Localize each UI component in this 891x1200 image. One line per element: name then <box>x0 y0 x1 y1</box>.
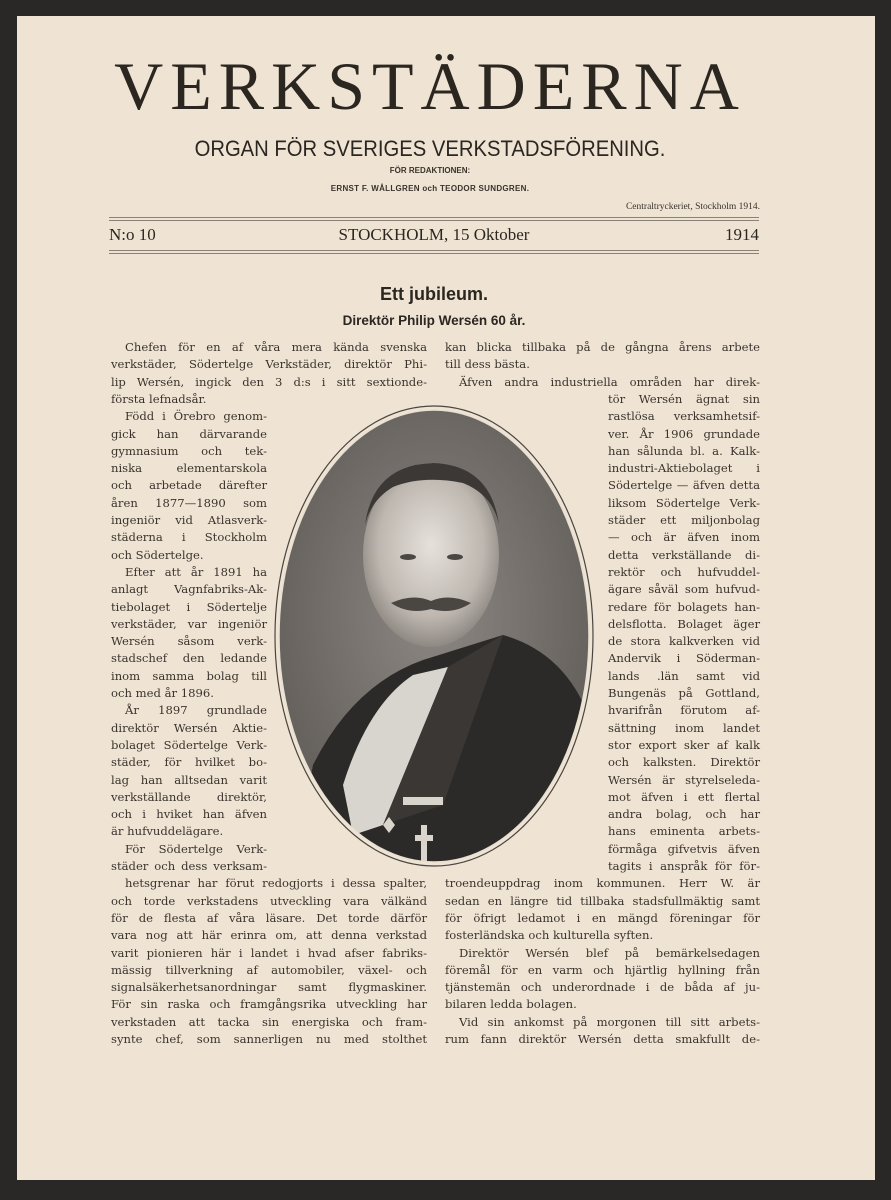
text-line: kan blicka tillbaka på de gångna årens arbete <box>445 340 760 354</box>
text-line: städerna i Stockholm <box>111 530 267 545</box>
text-line: År 1897 grundlade <box>125 703 267 718</box>
text-line: och arbetade därefter <box>111 478 267 493</box>
text-line: och kalksten. Direktör <box>608 755 760 770</box>
text-line: bilaren ledda bolagen. <box>445 997 577 1012</box>
portrait-illustration <box>273 405 595 867</box>
text-line: ingeniör vid Atlasverk- <box>111 513 267 527</box>
text-line: för de flesta af våra läsare. Det torde därför <box>111 910 427 925</box>
text-line: Chefen för en af våra mera kända svenska <box>125 340 427 354</box>
text-line: sättning inom landet <box>608 720 760 735</box>
text-line: lands .län samt vid <box>608 668 760 683</box>
text-line: rektör och hufvuddel- <box>608 564 760 579</box>
portrait-photo <box>273 405 595 867</box>
text-line: Södertelge — äfven detta <box>608 478 760 493</box>
text-line: hetsgrenar har förut redogjorts i dessa spalter, <box>125 876 427 891</box>
text-line: verkställande direktör, <box>111 789 267 804</box>
text-line: delsflotta. Bolaget äger <box>608 616 760 631</box>
text-line: För sin raska och framgångsrika utveckling har <box>111 997 427 1012</box>
text-line: varit pionieren här i landet i hvad afser fabriks- <box>111 945 427 960</box>
text-line: gymnasium och tek- <box>111 443 267 458</box>
text-line: Efter att år 1891 ha <box>125 564 267 579</box>
text-line: anlagt Vagnfabriks-Ak- <box>111 582 267 597</box>
text-line: ver. År 1906 grundade <box>608 426 760 441</box>
text-line: För Södertelge Verk- <box>125 841 267 856</box>
text-line: tör Wersén ägnat sin <box>608 391 760 406</box>
text-line: första lefnadsår. <box>111 391 207 406</box>
text-line: mot äfven i ett flertal <box>608 789 760 804</box>
rule-top-2 <box>109 220 759 221</box>
text-line: verkstäder, var ingeniör <box>111 616 267 631</box>
text-line: städer ett miljonbolag <box>608 513 760 527</box>
text-line: och i hviket han äfven <box>111 807 267 822</box>
text-line: och med år 1896. <box>111 686 214 700</box>
editors-line: ERNST F. WÅLLGREN och TEODOR SUNDGREN. <box>330 184 530 193</box>
text-line: — och är äfven inom <box>608 530 760 545</box>
text-line: inom samma bolag till <box>111 668 267 683</box>
text-line: lip Wersén, ingick den 3 d:s i sitt sextionde- <box>111 374 427 389</box>
text-line: städer, för hvilket bo- <box>111 755 267 770</box>
text-line: sedan en längre tid tillbaka stadsfullmäktig samt <box>445 893 760 908</box>
text-line: Wersén såsom verk- <box>111 634 267 649</box>
text-line: åren 1877—1890 som <box>111 495 267 510</box>
text-line: Wersén är styrelseleda- <box>608 772 760 787</box>
text-line: andra bolag, och har <box>608 807 760 822</box>
text-line: bolaget Södertelge Verk- <box>111 737 267 752</box>
article-title: Ett jubileum. <box>380 284 488 304</box>
text-line: mässig tillverkning af automobiler, växel- och <box>111 962 427 977</box>
text-line: tjänstemän och underordnade i de båda af ju- <box>445 980 760 995</box>
text-line: rum fann direktör Wersén detta smakfullt de- <box>445 1032 760 1046</box>
issue-number: N:o 10 <box>109 225 156 244</box>
text-line: stor export sker af kalk <box>608 737 760 752</box>
rule-bottom-1 <box>109 250 759 251</box>
text-line: signalsäkerhetsanordningar samt flygmaskiner. <box>111 980 427 995</box>
text-line: stadschef den ledande <box>111 651 267 666</box>
printer-credit: Centraltryckeriet, Stockholm 1914. <box>625 202 760 212</box>
text-line: troendeuppdrag inom kommunen. Herr W. är <box>445 876 760 891</box>
text-line: verkstaden att tacka sin energiska och fram- <box>111 1014 427 1029</box>
text-line: Bungenäs på Gottland, <box>608 686 760 700</box>
text-line: Direktör Wersén blef på bemärkelsedagen <box>459 945 760 960</box>
text-line: vara nog att här erinra om, att denna verkstad <box>111 928 427 943</box>
text-line: fosterländska och kulturella syften. <box>445 928 654 943</box>
text-line: städer och dess verksam- <box>111 859 267 873</box>
text-line: niska elementarskola <box>111 461 267 476</box>
text-line: och torde verkstadens utveckling vara välkänd <box>111 893 427 908</box>
text-line: synte chef, som sannerligen nu med stolthet <box>111 1032 427 1046</box>
text-line: Född i Örebro genom- <box>125 409 267 424</box>
text-line: förmåga gifvetvis äfven <box>608 841 760 856</box>
text-line: hvarifrån förutom af- <box>608 703 760 718</box>
text-line: tiebolaget i Södertelje <box>111 599 267 614</box>
article-subtitle: Direktör Philip Wersén 60 år. <box>342 313 526 328</box>
text-line: hans eminenta arbets- <box>608 824 760 839</box>
masthead-subtitle: ORGAN FÖR SVERIGES VERKSTADSFÖRENING. <box>194 136 666 161</box>
text-line: industri-Aktiebolaget i <box>608 461 760 476</box>
text-line: verkstäder, Södertelge Verkstäder, direktör Phi- <box>111 357 427 372</box>
redaktion-label: FÖR REDAKTIONEN: <box>389 166 471 175</box>
text-line: detta verkställande di- <box>608 547 760 562</box>
text-line: de stora kalkverken vid <box>608 634 760 649</box>
text-line: till dess bästa. <box>445 357 530 372</box>
text-line: direktör Wersén Aktie- <box>111 720 267 735</box>
text-line: för öfrigt ledamot i en mängd föreningar för <box>445 910 760 925</box>
text-line: Äfven andra industriella områden har direk- <box>459 374 760 389</box>
issue-year: 1914 <box>725 225 759 244</box>
text-line: Andervik i Söderman- <box>608 651 760 666</box>
text-line: Vid sin ankomst på morgonen till sitt arbets- <box>459 1014 760 1029</box>
text-line: tagits i anspråk för för- <box>608 859 760 873</box>
text-line: redare för bolagets han- <box>608 599 760 614</box>
dateline <box>109 225 759 245</box>
text-line: ägare såväl som hufvud- <box>608 582 760 597</box>
text-line: är hufvuddelägare. <box>111 824 224 839</box>
text-line: gick han därvarande <box>111 426 267 441</box>
text-line: föremål för en varm och hjärtlig hyllning från <box>445 962 760 977</box>
text-line: liksom Södertelge Verk- <box>608 495 760 510</box>
rule-bottom-2 <box>109 253 759 254</box>
text-line: lag han alltsedan varit <box>111 772 267 787</box>
text-line: och Södertelge. <box>111 547 204 562</box>
text-line: han sålunda bl. a. Kalk- <box>608 443 760 458</box>
text-line: rastlösa verksamhetsif- <box>608 409 760 424</box>
masthead-title: VERKSTÄDERNA <box>114 48 746 124</box>
place-date: STOCKHOLM, 15 Oktober <box>338 225 530 244</box>
rule-top-1 <box>109 217 759 218</box>
